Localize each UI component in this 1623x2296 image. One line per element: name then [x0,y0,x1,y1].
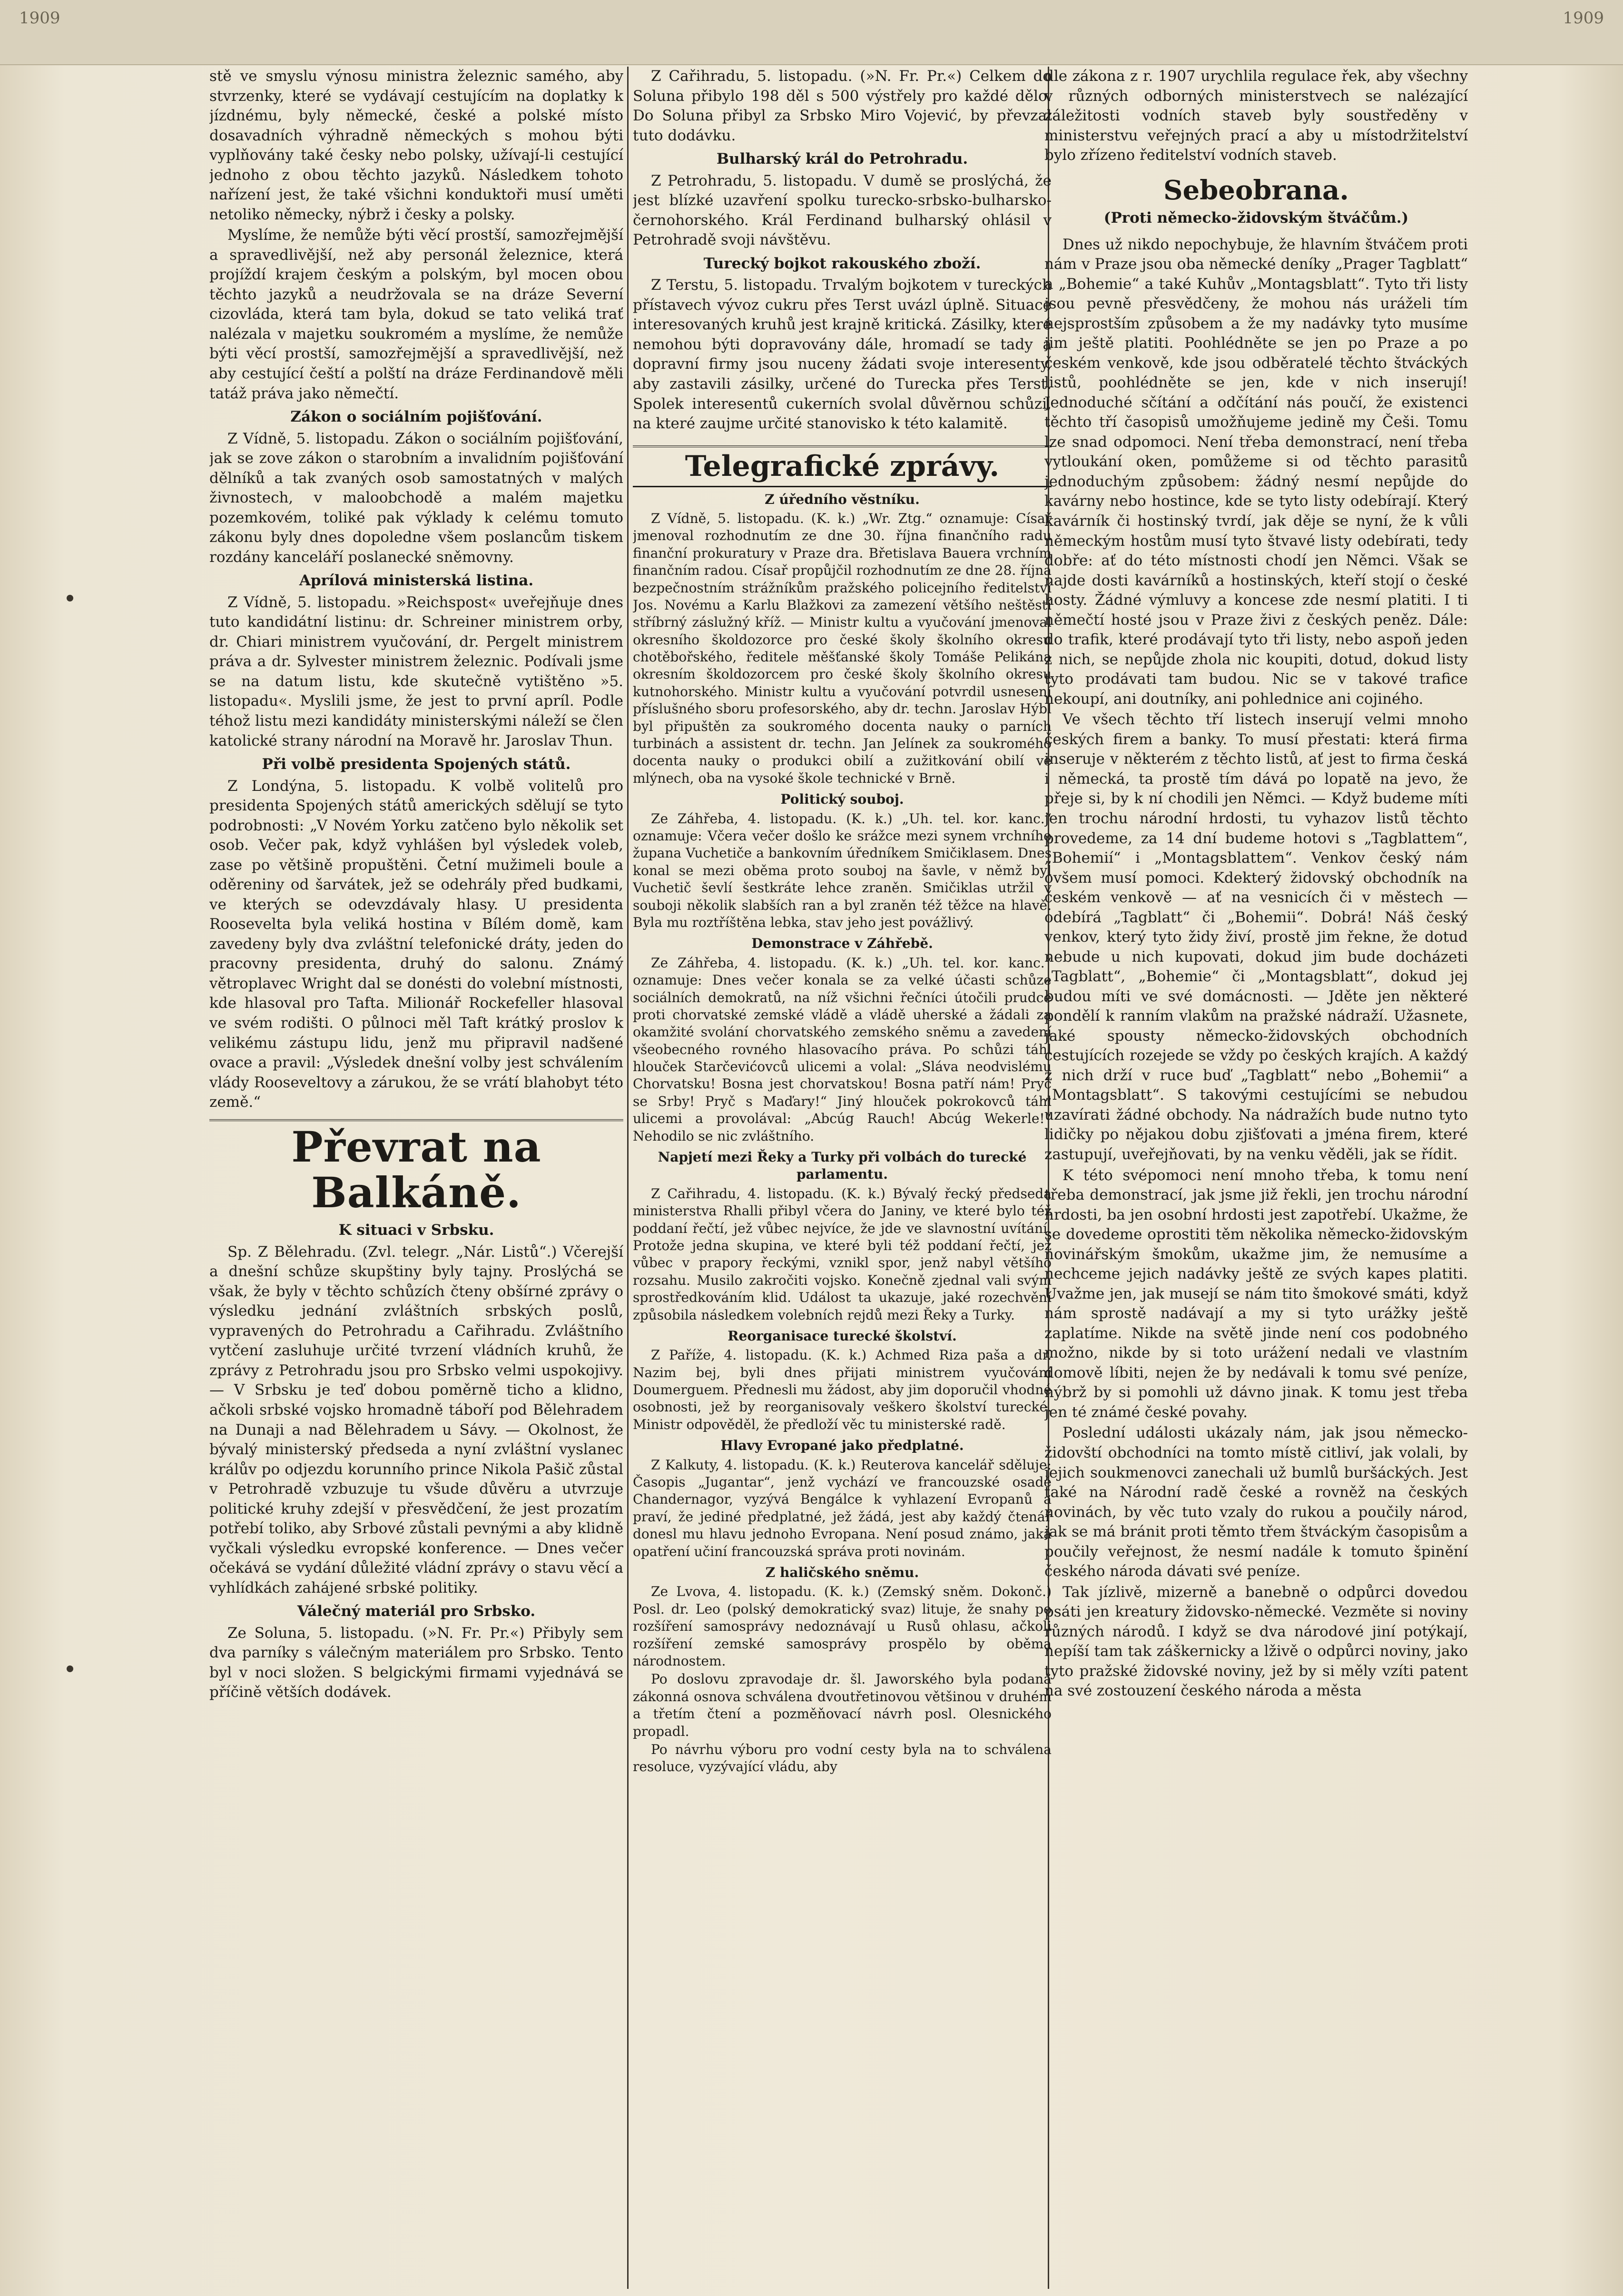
col1-paragraph-6: Sp. Z Bělehradu. (Zvl. telegr. „Nár. Listů“.) Včerejší a dnešní schůze skupštiny byly tajny. Proslýchá se však, že byly v těchto schůzích čteny obšírné zprávy o výsledku jednání zvláštních srbských poslů, vypravených do Petrohradu a Cařihradu. Zvláštního vytčení zasluhuje určité tvrzení vládních kruhů, že zprávy z Petrohradu jsou pro Srbsko velmi uspokojivy. — V Srbsku je teď dobou poměrně ticho a klidno, ačkoli srbské vojsko hromadně táboří pod Bělehradem na Dunaji a nad Bělehradem u Sávy. — Okolnost, že bývalý ministerský předseda a nyní zvláštní vyslanec králův po odjezdu korunního prince Nikola Pašič zůstal v Petrohradě vzbuzuje tu všude důvěru a utvrzuje politické kruhy zdejší v přesvědčení, že jest prozatím potřebí toliko, aby Srbové zůstali pevnými a aby klidně vyčkali výsledku evropské konference. — Dnes večer očekává se vydání důležité vládní zprávy o stavu věcí a vyhlídkách zahájené srbské politiky. [209,1243,623,1596]
col3-paragraph-3: Ve všech těchto tří listech inserují velmi mnoho českých firem a banky. To musí přestati: která firma inseruje v některém z těchto listů, ať jest to firma česká i německá, ta prostě tím dává po lopatě na jevo, že přeje si, by k ní chodili jen Němci. — Když budeme míti jen trochu národní hrdosti, tu vyhazov listů těchto provedeme, za 14 dní budeme hotovi s „Tagblattem“, „Bohemií“ i „Montagsblattem“. Venkov český nám ovšem musí pomoci. Kdekterý židovský obchodník na českém venkově — ať na vesnicích či v městech — odebírá „Tagblatt“ či „Bohemii“. Dobrá! Náš český venkov, který tyto židy živí, prostě jim řekne, že dotud nebude u nich kupovati, dokud jim bude docházeti „Tagblatt“, „Bohemie“ či „Montagsblatt“, dokud jej budou míti ve své domácnosti. — Jděte jen některé pondělí k ranním vlakům na pražské nádraží. Užasnete, jaké spousty německo-židovských obchodních cestujících rozejede se vždy po českých krajích. A každý z nich drží v ruce buď „Tagblatt“ nebo „Bohemii“ a „Montagsblatt“. S takovými cestujícími se nebudou uzavírati žádné obchody. Na nádražích bude nutno tyto lidičky po nějakou dobu zjišťovati a jména firem, které zastupují, uveřejňovati, by na venku věděli, jak se řídit. [1044,711,1468,1163]
col2-heading-greeks-turks: Napjetí mezi Řeky a Turky při volbách do turecké parlamentu. [658,1149,1027,1182]
col2-heading-official-gazette: Z úředního věstníku. [765,491,920,507]
col3-paragraph-4: K této svépomoci není mnoho třeba, k tomu není třeba demonstrací, jak jsme již řekli, jen trochu národní hrdosti, ba jen osobní hrdosti jest zapotřebí. Ukažme, že se dovedeme oprostiti těm několika německo-židovským novinářským šmokům, ukažme jim, že nemusíme a nechceme jejich nadávky ještě ze svých kapes platiti. Uvažme jen, jak musejí se nám tito šmokové smáti, když nám sprostě nadávají a my si tyto urážky ještě zaplatíme. Nikde na světě jinde není cos podobného možno, nikde by si toto urážení nedali ve vlastním domově líbiti, nejen že by nedávali k tomu své peníze, nýbrž by si pomohli už dávno jinak. K tomu jest třeba jen té známé české povahy. [1044,1166,1468,1421]
col3-paragraph-6: Tak jízlivě, mizerně a banebně o odpůrci dovedou psáti jen kreatury židovsko-německé. Vezměte si noviny různých národů. I když se dva národové jiní potýkají, nepíší tam tak záškernicky a lživě o odpůrci noviny, jako tyto pražské židovské noviny, jež by si měly vzíti patent na své zostouzení českého národa a města [1044,1583,1468,1700]
col2-heading-heads-subscription: Hlavy Evropané jako předplatné. [720,1438,964,1454]
column-1 [209,67,623,2289]
col1-heading-social-insurance: Zákon o sociálním pojišťování. [290,408,542,426]
col1-heading-us-election: Při volbě presidenta Spojených států. [262,756,571,773]
col2-heading-turkish-boycott: Turecký bojkot rakouského zboží. [703,255,981,272]
top-left-year: 1909 [19,9,60,28]
col2-heading-galician-diet: Z haličského sněmu. [765,1565,919,1580]
col2-paragraph-5: Ze Záhřeba, 4. listopadu. (K. k.) „Uh. tel. kor. kanc.“ oznamuje: Včera večer došlo ke srážce mezi synem vrchního župana Vuchetiče a bankovním úředníkem Smičiklasem. Dnes konal se mezi oběma proto souboj na šavle, v němž byl Vuchetič ševlí šestkráte lehce zraněn. Smičiklas utržil v souboji několik slabších ran a byl zraněn též těžce na hlavě. Byla mu roztříštěna lebka, stav jeho jest povážlivý. [633,810,1052,930]
column-2 [633,67,1052,2289]
col2-heading-zagreb-demonstration: Demonstrace v Záhřebě. [751,936,933,952]
col1-paragraph-3: Z Vídně, 5. listopadu. Zákon o sociálním pojišťování, jak se zove zákon o starobním a invalidním pojišťování dělníků a tak zvaných osob samostatných v malých živnostech, v maloobchodě a malém majetku pozemkovém, toliké pak výklady k celému tomuto zákonu byly dnes dopoledne všem poslancům tiskem rozdány kanceláří poslanecké sněmovny. [209,430,623,566]
col3-subheading: (Proti německo-židovským štváčům.) [1103,209,1409,227]
col2-paragraph-4: Z Vídně, 5. listopadu. (K. k.) „Wr. Ztg.“ oznamuje: Císař jmenoval rozhodnutím ze dne 30. října finančního radu finanční prokuratury v Praze dra. Břetislava Bauera vrchním finančním radou. Císař propůjčil rozhodnutím ze dne 28. října bezpečnostním strážníkům pražského policejního ředitelství Jos. Novému a Karlu Blažkovi za zamezení většího neštěstí stříbrný záslužný kříž. — Ministr kultu a vyučování jmenoval okresního školdozorce pro české školy školního okresu chotěbořského, ředitele měšťanské školy Tomáše Pelikána okresním školdozorcem pro české školy školního okresu kutnohorského. Ministr kultu a vyučování potvrdil usnesení příslušného sboru profesorského, aby dr. techn. Jaroslav Hýbl byl připuštěn za soukromého docenta nauky o parních turbinách a assistent dr. techn. Jan Jelínek za soukromého docenta nauky o produkci obilí a zužitkování obilí ve mlýnech, oba na vysoké škole technické v Brně. [633,510,1052,786]
top-right-year: 1909 [1563,9,1604,28]
col1-paragraph-1: stě ve smyslu výnosu ministra železnic samého, aby stvrzenky, které se vydávají cestujícím na doplatky k jízdnému, byly německé, české a polské místo dosavadních výhradně německých s mohou býti vyplňovány také česky nebo polsky, užívají-li cestující jednoho z obou těchto jazyků. Následkem tohoto nařízení jest, že také všichni konduktoři musí uměti netoliko německy, nýbrž i česky a polsky. [209,68,623,223]
col2-paragraph-12: Po návrhu výboru pro vodní cesty byla na to schválena resoluce, vyzývající vládu, aby [633,1741,1052,1775]
col3-headline-self-defense: Sebeobrana. [1163,174,1349,206]
col2-paragraph-10: Ze Lvova, 4. listopadu. (K. k.) (Zemský sněm. Dokonč.) Posl. dr. Leo (polský demokratický svaz) lituje, že snahy po rozšíření samosprávy nedoznávají u Rusů ohlasu, ačkoli rozšíření zemské samosprávy prospělo by oběma národnostem. [633,1584,1052,1669]
col1-heading-serbia-situation: K situaci v Srbsku. [338,1222,494,1239]
col2-headline-telegraph-news: Telegrafické zprávy. [633,445,1052,487]
col1-paragraph-2: Myslíme, že nemůže býti věcí prostší, samozřejmější a spravedlivější, než aby personál železnice, která projíždí krajem českým a polským, byl mocen obou těchto jazyků a neudržovala se na dráze Severní cizovláda, která tam byla, dokud se tato veliká trať nalézala v majetku soukromém a myslíme, že nemůže býti věcí prostší, samozřejmější a spravedlivější, než aby cestující čeští a polští na dráze Ferdinandově měli tatáž práva jako němečtí. [209,227,623,402]
col3-paragraph-1: dle zákona z r. 1907 urychlila regulace řek, aby všechny v různých odborných ministerstvech se nalézající záležitosti vodních staveb byly soustředěny v ministerstvu veřejných prací a aby u místodržitelství bylo zřízeno ředitelství vodních staveb. [1044,68,1468,164]
col2-paragraph-8: Z Paříže, 4. listopadu. (K. k.) Achmed Riza paša a dr. Nazim bej, byli dnes přijati ministrem vyučování Doumerguem. Přednesli mu žádost, aby jim doporučil vhodné osobnosti, jež by reorganisovaly veškero školství turecké. Ministr odpověděl, že předloží věc tu ministerské radě. [633,1347,1052,1432]
column-rule-1 [627,67,629,2289]
binding-hole-mark [67,595,73,601]
col1-paragraph-5: Z Londýna, 5. listopadu. K volbě volitelů pro presidenta Spojených států amerických sdělují se tyto podrobnosti: „V Novém Yorku zatčeno bylo několik set osob. Večer pak, když vyhlášen byl výsledek voleb, zase po většině propuštěni. Četní mužimeli boule a oděreniny od šarvátek, jež se odehrály před budkami, ve kterých se odevzdávaly hlasy. U presidenta Roosevelta byla veliká hostina v Bílém domě, kam zavedeny byly dva zvláštní telefonické dráty, jeden do pracovny presidenta, druhý do salonu. Známý větroplavec Wright dal se donésti do volební místnosti, kde hlasoval pro Tafta. Milionář Rockefeller hlasoval ve svém rodišti. O půlnoci měl Taft krátký proslov k velikému zástupu lidu, jenž mu připravil nadšené ovace a pravil: „Výsledek dnešní volby jest schválením vlády Rooseveltovy a zárukou, že se vrátí blahobyt této země.“ [209,777,623,1111]
col1-heading-april-list: Aprílová ministerská listina. [299,572,534,590]
col1-paragraph-7: Ze Soluna, 5. listopadu. (»N. Fr. Pr.«) Přibyly sem dva parníky s válečným materiálem pro Srbsko. Tento byl v noci složen. S belgickými firmami vyjednává se příčině větších dodávek. [209,1624,623,1701]
column-3 [1044,67,1468,2289]
col2-paragraph-11: Po doslovu zpravodaje dr. šl. Jaworského byla podaná zákonná osnova schválena dvoutřetinovou většinou v druhém a třetím čtení a pozměňovací návrh posl. Olesnického propadl. [633,1671,1052,1739]
col3-paragraph-2: Dnes už nikdo nepochybuje, že hlavním štváčem proti nám v Praze jsou oba německé deníky „Prager Tagblatt“ a „Bohemie“ a také Kuhův „Montagsblatt“. Tyto tři listy jsou pevně přesvědčeny, že mohou nás uráželi tím nejsprostším způsobem a že my nadávky tyto musíme jim ještě platiti. Poohlédněte se jen po Praze a po českém venkově, kde jsou odběratelé těchto štváckých listů, poohlédněte se jen, kde v nich inserují! Jednoduché sčítání a odčítání nás poučí, že existenci těchto tří časopisů umožňujeme jedině my Češi. Tomu lze snad odpomoci. Není třeba demonstrací, není třeba vytloukání oken, pomůžeme si od těchto parasitů jednoduchým způsobem: žádný nesmí nepůjde do kavárny nebo hostince, kde se tyto listy odebírají. Který kavárník či hostinský tvrdí, jak děje se nyní, že k vůli německým hostům musí tyto štvavé listy odebírati, tedy dobře: ať do této místnosti chodí jen Němci. Však se najde dosti kavárníků a hostinských, kteří stojí o české hosty. Žádné výmluvy a koncese zde nesmí platiti. I ti němečtí hosté jsou v Praze živi z českých peněz. Dále: do trafik, které prodávají tyto tři listy, nebo aspoň jeden z nich, se nepůjde zhola nic koupiti, dotud, dokud listy tyto prodávati tam budou. Nic se v takové trafice nekoupí, ani doutníky, ani pohlednice ani cojiného. [1044,236,1468,708]
col2-paragraph-7: Z Cařihradu, 4. listopadu. (K. k.) Bývalý řecký předseda ministerstva Rhalli přibyl včera do Janiny, ve které bylo též poddaní řečtí, jež vůbec nejvíce, že jde ve slavnostní uvítání. Protože jedna skupina, ve které byli též poddaní řečtí, jež vůbec v prapory řeckými, vznikl spor, jenž nabyl většího rozsahu. Musilo zakročiti vojsko. Konečně zjednal vali svým sprostředkováním klid. Událost ta ukazuje, jaké rozechvění způsobila následkem volebních rejdů mezi Řeky a Turky. [633,1185,1052,1323]
col1-heading-war-material: Válečný materiál pro Srbsko. [297,1603,536,1620]
col2-paragraph-1: Z Cařihradu, 5. listopadu. (»N. Fr. Pr.«) Celkem do Soluna přibylo 198 děl s 500 výstřely pro každé dělo. Do Soluna přibyl za Srbsko Miro Vojević, by převzal tuto dodávku. [633,68,1052,144]
col2-paragraph-2: Z Petrohradu, 5. listopadu. V dumě se proslýchá, že jest blízké uzavření spolku turecko-srbsko-bulharsko-černohorského. Král Ferdinand bulharský ohlásil v Petrohradě svoji návštěvu. [633,172,1052,249]
col2-paragraph-3: Z Terstu, 5. listopadu. Trvalým bojkotem v tureckých přístavech vývoz cukru přes Terst uvázl úplně. Situace interesovaných kruhů jest krajně kritická. Zásilky, které nemohou býti dopravovány dále, hromadí se tady a dopravní firmy jsou nuceny žádati svoje interesenty, aby zastavili zásilky, určené do Turecka přes Terst. Spolek interesentů cukerních svolal důvěrnou schůzi, na které zaujme určité stanovisko k této kalamitě. [633,276,1052,433]
col3-paragraph-5: Poslední události ukázaly nám, jak jsou německo-židovští obchodníci na tomto místě citliví, jak volali, by jejich soukmenovci zanechali už bumlů buršáckých. Jest také na Národní radě české a rovněž na českých novinách, by věc tuto vzaly do rukou a poučily národ, jak se má bránit proti těmto třem štváckým časopisům a poučily veřejnost, že nesmí nadále k tomuto špinění českého národa dávati své peníze. [1044,1424,1468,1580]
col2-paragraph-6: Ze Záhřeba, 4. listopadu. (K. k.) „Uh. tel. kor. kanc.“ oznamuje: Dnes večer konala se za velké účasti schůze sociálních demokratů, na níž všichni řečníci útočili prudce proti chorvatské zemské vládě a vládě uherské a žádali za okamžité svolání chorvatského zemského sněmu a zavedení všeobecného rovného hlasovacího práva. Po schůzi táhl hlouček Starčevićovců ulicemi a volal: „Sláva neodvislému Chorvatsku! Bosna jest chorvatskou! Bosna patří nám! Pryč se Srby! Pryč s Maďary!“ Jiný hlouček pokrokovců táhl ulicemi a provolával: „Abcúg Rauch! Abcúg Wekerle!“ Nehodilo se nic zvláštního. [633,955,1052,1144]
top-margin-strip [0,0,1623,65]
col2-heading-turkish-schools: Reorganisace turecké školství. [728,1328,957,1344]
col1-paragraph-4: Z Vídně, 5. listopadu. »Reichspost« uveřejňuje dnes tuto kandidátní listinu: dr. Schreiner ministrem orby, dr. Chiari ministrem vyučování, dr. Pergelt ministrem práva a dr. Sylvester ministrem železnic. Podívali jsme se na datum listu, kde skutečně vytištěno »5. listopadu«. Myslili jsme, že jest to první apríl. Podle téhož listu mezi kandidáty ministerskými náleží se člen katolické strany národní na Moravě hr. Jaroslav Thun. [209,593,623,749]
col2-paragraph-9: Z Kalkuty, 4. listopadu. (K. k.) Reuterova kancelář sděluje: Časopis „Jugantar“, jenž vychází ve francouzské osadě Chandernagor, vyzývá Bengálce k vyhlazení Evropanů a praví, že jediné předplatné, jež žádá, jest aby každý čtenář donesl mu hlavu jednoho Evropana. Není posud známo, jaká opatření učiní francouzská správa proti novinám. [633,1457,1052,1559]
binding-hole-mark [67,1665,73,1672]
col2-heading-political-duel: Politický souboj. [780,791,904,808]
col1-main-headline-balkans: Převrat na Balkáně. [209,1119,623,1216]
col2-heading-bulgarian-king: Bulharský král do Petrohradu. [716,150,968,168]
